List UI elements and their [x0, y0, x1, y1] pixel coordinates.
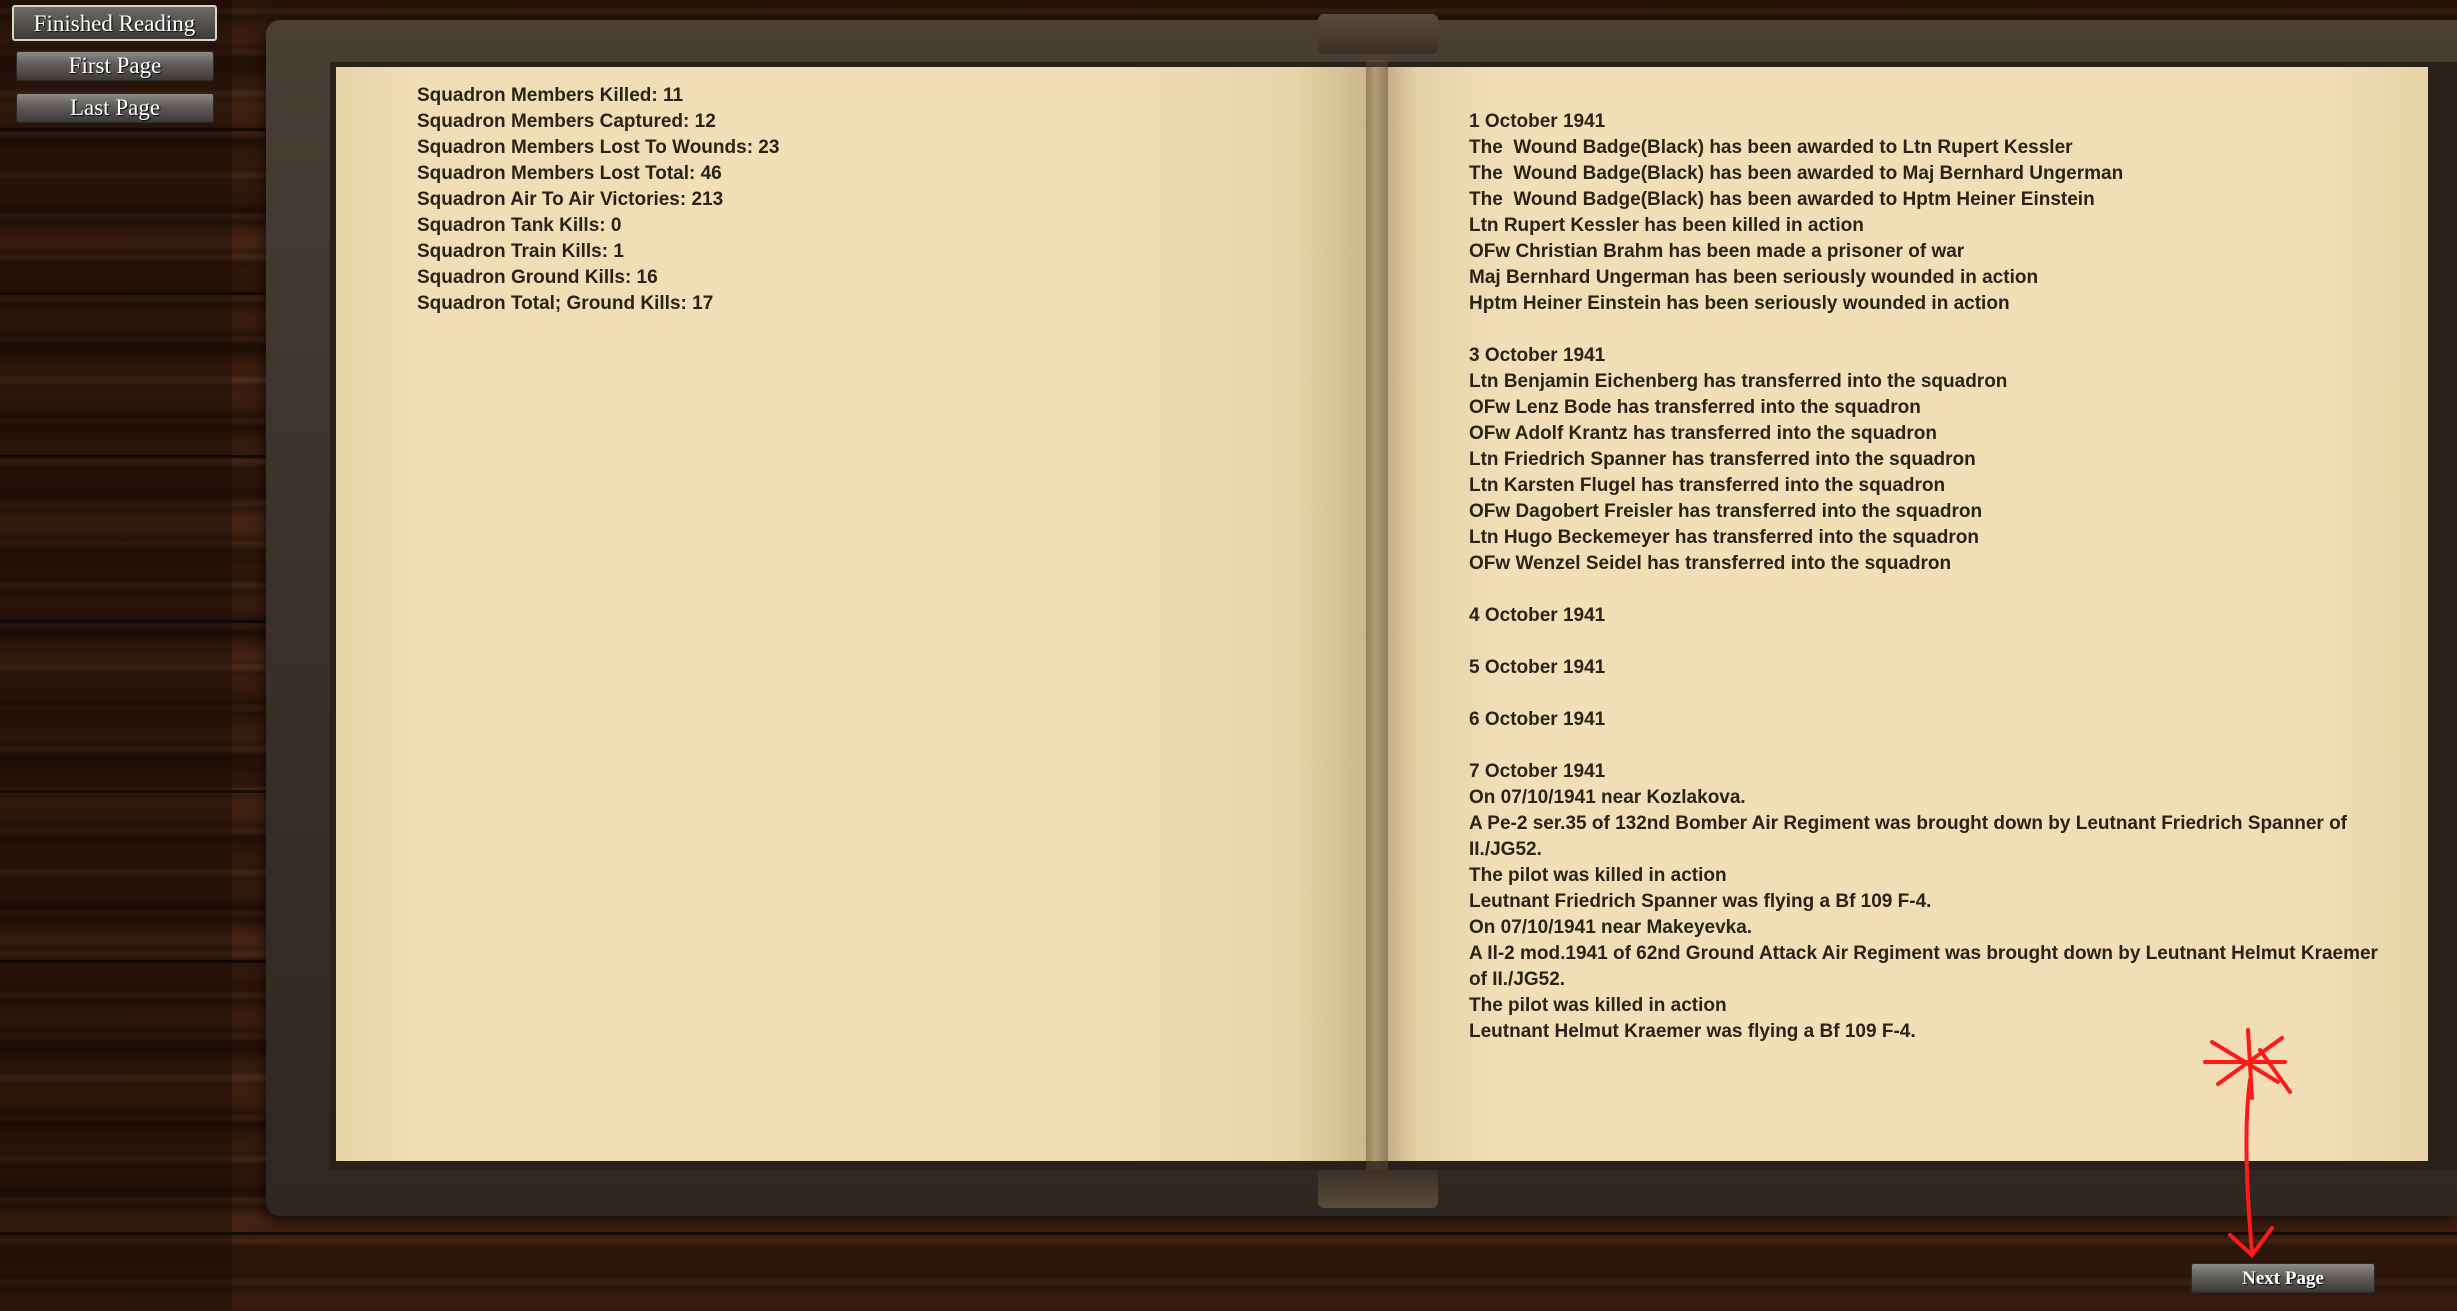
stats-line: Squadron Members Lost Total: 46 — [417, 163, 722, 184]
log-line: The Wound Badge(Black) has been awarded to Ltn Rupert Kessler — [1469, 137, 2073, 158]
log-line: On 07/10/1941 near Kozlakova. — [1469, 787, 1746, 808]
log-line: The pilot was killed in action — [1469, 995, 1727, 1016]
log-line: Hptm Heiner Einstein has been seriously wounded in action — [1469, 293, 2010, 314]
log-line: II./JG52. — [1469, 839, 1542, 860]
squadron-log — [1469, 109, 2429, 1045]
stats-line: Squadron Members Killed: 11 — [417, 85, 684, 106]
red-arrow-annotation — [2190, 1020, 2310, 1270]
log-line: 3 October 1941 — [1469, 345, 1606, 366]
log-line — [1469, 681, 2429, 707]
log-line: 5 October 1941 — [1469, 657, 1606, 678]
log-line: The Wound Badge(Black) has been awarded to Maj Bernhard Ungerman — [1469, 163, 2124, 184]
log-line: 4 October 1941 — [1469, 605, 1606, 626]
log-line: 6 October 1941 — [1469, 709, 1606, 730]
next-page-button[interactable]: Next Page — [2191, 1263, 2375, 1293]
log-line — [1469, 577, 2429, 603]
log-line: Ltn Hugo Beckemeyer has transferred into the squadron — [1469, 527, 1979, 548]
log-line: The pilot was killed in action — [1469, 865, 1727, 886]
book-spine-top — [1318, 14, 1438, 54]
log-line: Leutnant Helmut Kraemer was flying a Bf 109 F-4. — [1469, 1021, 1916, 1042]
log-line: Ltn Benjamin Eichenberg has transferred into the squadron — [1469, 371, 2008, 392]
stats-line: Squadron Ground Kills: 16 — [417, 267, 658, 288]
first-page-button[interactable]: First Page — [16, 51, 214, 81]
book-spine — [1366, 60, 1388, 1170]
log-line: OFw Dagobert Freisler has transferred into the squadron — [1469, 501, 1983, 522]
log-line: A Il-2 mod.1941 of 62nd Ground Attack Air Regiment was brought down by Leutnant Helmut Kraemer — [1469, 943, 2378, 964]
last-page-button[interactable]: Last Page — [16, 93, 214, 123]
squadron-stats — [417, 83, 1317, 317]
log-line: OFw Wenzel Seidel has transferred into the squadron — [1469, 553, 1952, 574]
log-line: Maj Bernhard Ungerman has been seriously wounded in action — [1469, 267, 2039, 288]
log-line: Ltn Rupert Kessler has been killed in action — [1469, 215, 1864, 236]
log-line: On 07/10/1941 near Makeyevka. — [1469, 917, 1753, 938]
log-line: Ltn Friedrich Spanner has transferred into the squadron — [1469, 449, 1976, 470]
log-line: OFw Adolf Krantz has transferred into the squadron — [1469, 423, 1937, 444]
log-line — [1469, 317, 2429, 343]
wood-seam — [0, 1232, 2457, 1235]
stats-line: Squadron Members Captured: 12 — [417, 111, 716, 132]
log-line: A Pe-2 ser.35 of 132nd Bomber Air Regiment was brought down by Leutnant Friedrich Spanner of — [1469, 813, 2348, 834]
log-line: of II./JG52. — [1469, 969, 1566, 990]
log-line: The Wound Badge(Black) has been awarded to Hptm Heiner Einstein — [1469, 189, 2095, 210]
log-line: OFw Christian Brahm has been made a prisoner of war — [1469, 241, 1965, 262]
log-line: Ltn Karsten Flugel has transferred into the squadron — [1469, 475, 1946, 496]
log-line: 7 October 1941 — [1469, 761, 1606, 782]
stats-line: Squadron Total; Ground Kills: 17 — [417, 293, 714, 314]
stats-line: Squadron Tank Kills: 0 — [417, 215, 622, 236]
stats-line: Squadron Members Lost To Wounds: 23 — [417, 137, 780, 158]
menu-panel — [0, 0, 232, 1311]
stats-line: Squadron Air To Air Victories: 213 — [417, 189, 724, 210]
log-line — [1469, 629, 2429, 655]
log-line: 1 October 1941 — [1469, 111, 1606, 132]
stats-line: Squadron Train Kills: 1 — [417, 241, 624, 262]
log-line — [1469, 733, 2429, 759]
finished-reading-button[interactable]: Finished Reading — [12, 5, 217, 41]
book-spine-bottom — [1318, 1168, 1438, 1208]
log-line: Leutnant Friedrich Spanner was flying a Bf 109 F-4. — [1469, 891, 1932, 912]
log-line: OFw Lenz Bode has transferred into the squadron — [1469, 397, 1921, 418]
